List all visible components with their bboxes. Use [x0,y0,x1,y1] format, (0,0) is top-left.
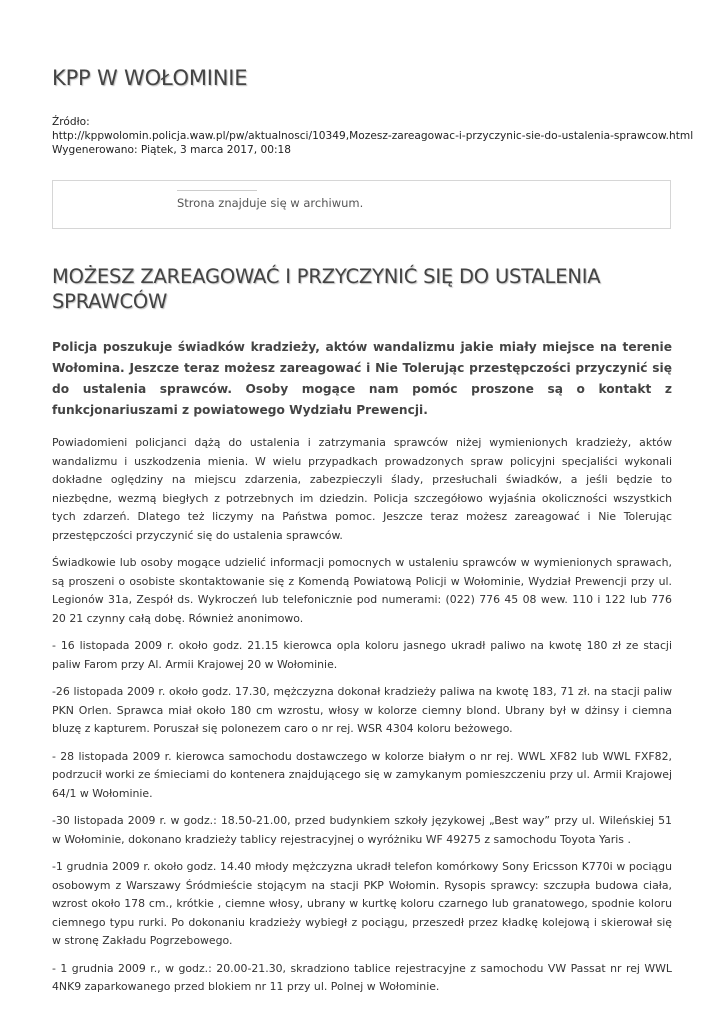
article-body [52,434,672,1006]
source-label: Źródło: [52,116,90,128]
article-title: MOŻESZ ZAREAGOWAĆ I PRZYCZYNIĆ SIĘ DO USTALENIA SPRAWCÓW [52,265,601,313]
site-title: KPP W WOŁOMINIE [52,66,248,90]
article-paragraph: - 16 listopada 2009 r. około godz. 21.15 kierowca opla koloru jasnego ukradł paliwo na kwotę 180 zł ze stacji paliw Farom przy Al. Armii Krajowej 20 w Wołominie. [52,639,672,671]
source-url: http://kppwolomin.policja.waw.pl/pw/aktualnosci/10349,Mozesz-zareagowac-i-przyczynic-sie-do-ustalenia-sprawcow.html [52,130,694,142]
article-lead: Policja poszukuje świadków kradzieży, aktów wandalizmu jakie miały miejsce na terenie Wołomina. Jeszcze teraz możesz zareagować i Nie Tolerując przestępczości przyczynić się do ustalenia sprawców. Osoby mogące nam pomóc proszone są o kontakt z funkcjonariuszami z powiatowego Wydziału Prewencji. [52,340,672,417]
source-meta [52,115,693,157]
archive-notice: Strona znajduje się w archiwum. [177,196,364,210]
archive-divider [177,190,257,191]
article-paragraph: -30 listopada 2009 r. w godz.: 18.50-21.00, przed budynkiem szkoły językowej „Best way” przy ul. Wileńskiej 51 w Wołominie, dokonano kradzieży tablicy rejestracyjnej o wyróżniku WF 49275 z samochodu Toyota Yaris . [52,814,672,846]
archive-notice-box [52,180,671,229]
article-paragraph: -26 listopada 2009 r. około godz. 17.30, mężczyzna dokonał kradzieży paliwa na kwotę 183, 71 zł. na stacji paliw PKN Orlen. Sprawca miał około 180 cm wzrostu, włosy w kolorze ciemny blond. Ubrany był w dżinsy i ciemna bluzę z kapturem. Poruszał się polonezem caro o nr rej. WSR 4304 koloru beżowego. [52,685,672,735]
generated-date: Wygenerowano: Piątek, 3 marca 2017, 00:18 [52,144,292,156]
article-paragraph: - 28 listopada 2009 r. kierowca samochodu dostawczego w kolorze białym o nr rej. WWL XF82 lub WWL FXF82, podrzucił worki ze śmieciami do kontenera znajdującego się w zamykanym pomieszczeniu przy ul. Armii Krajowej 64/1 w Wołominie. [52,749,672,800]
article-paragraph: -1 grudnia 2009 r. około godz. 14.40 młody mężczyzna ukradł telefon komórkowy Sony Ericsson K770i w pociągu osobowym z Warszawy Śródmieście stojącym na stacji PKP Wołomin. Rysopis sprawcy: szczupła budowa ciała, wzrost około 178 cm., krótkie , ciemne włosy, ubrany w kurtkę koloru czarnego lub granatowego, spodnie koloru ciemnego typu rurki. Po dokonaniu kradzieży wybiegł z pociągu, przeszedł przez kładkę kolejową i skierował się w stronę Zakładu Pogrzebowego. [52,860,672,947]
article-paragraph: Powiadomieni policjanci dążą do ustalenia i zatrzymania sprawców niżej wymienionych kradzieży, aktów wandalizmu i uszkodzenia mienia. W wielu przypadkach prowadzonych spraw policyjni specjaliści wykonali dokładne oględziny na miejscu zdarzenia, zabezpieczyli ślady, przesłuchali świadków, a jeśli będzie to niezbędne, wezmą biegłych z potrzebnych im dziedzin. Policja szczegółowo wyjaśnia okoliczności wszystkich tych zdarzeń. Dlatego też liczymy na Państwa pomoc. Jeszcze teraz możesz zareagować i Nie Tolerując przestępczości przyczynić się do ustalenia sprawców. [52,436,672,542]
article-paragraph: Świadkowie lub osoby mogące udzielić informacji pomocnych w ustaleniu sprawców w wymienionych sprawach, są proszeni o osobiste skontaktowanie się z Komendą Powiatową Policji w Wołominie, Wydział Prewencji przy ul. Legionów 31a, Zespół ds. Wykroczeń lub telefonicznie pod numerami: (022) 776 45 08 wew. 110 i 122 lub 776 20 21 czynny całą dobę. Również anonimowo. [52,556,672,625]
article-paragraph: - 1 grudnia 2009 r., w godz.: 20.00-21.30, skradziono tablice rejestracyjne z samochodu VW Passat nr rej WWL 4NK9 zaparkowanego przed blokiem nr 11 przy ul. Polnej w Wołominie. [52,961,672,993]
